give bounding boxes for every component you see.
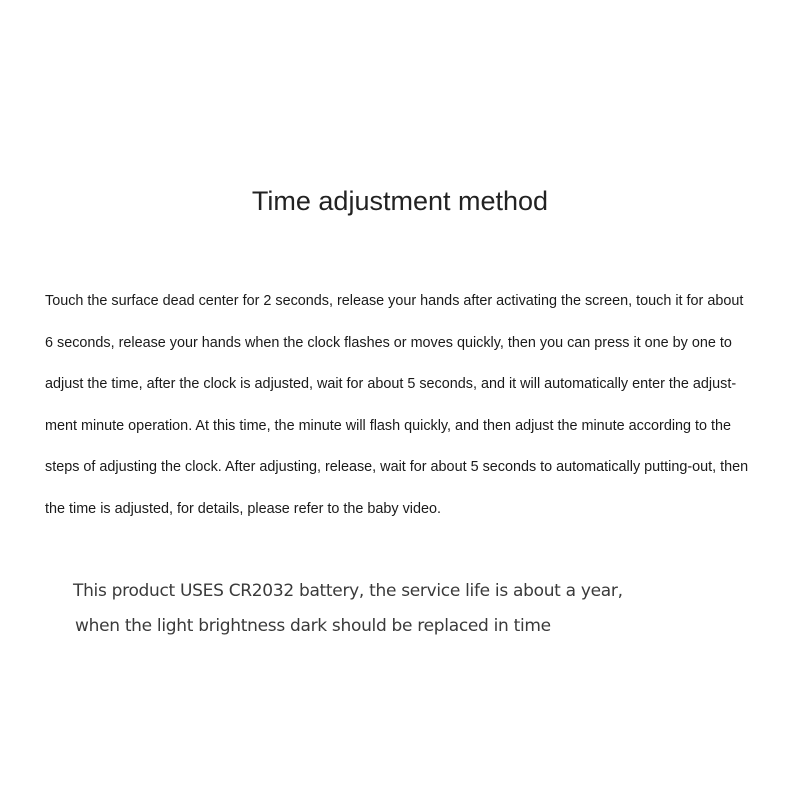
battery-note-line: This product USES CR2032 battery, the service life is about a year,	[73, 581, 623, 601]
battery-note-line: when the light brightness dark should be replaced in time	[75, 616, 551, 636]
instruction-line: ment minute operation. At this time, the minute will flash quickly, and then adjust the minute according to the	[45, 417, 732, 434]
instruction-line: 6 seconds, release your hands when the clock flashes or moves quickly, then you can press it one by one to	[45, 334, 732, 351]
battery-note	[73, 578, 773, 648]
page-title: Time adjustment method	[251, 186, 549, 216]
instruction-line: steps of adjusting the clock. After adjusting, release, wait for about 5 seconds to automatically putting-out, then	[45, 459, 749, 476]
instructions-paragraph	[45, 290, 770, 540]
instruction-line: adjust the time, after the clock is adjusted, wait for about 5 seconds, and it will automatically enter the adjust-	[45, 376, 737, 393]
instruction-line: Touch the surface dead center for 2 seconds, release your hands after activating the screen, touch it for about	[45, 293, 744, 309]
instruction-line: the time is adjusted, for details, please refer to the baby video.	[45, 500, 441, 517]
